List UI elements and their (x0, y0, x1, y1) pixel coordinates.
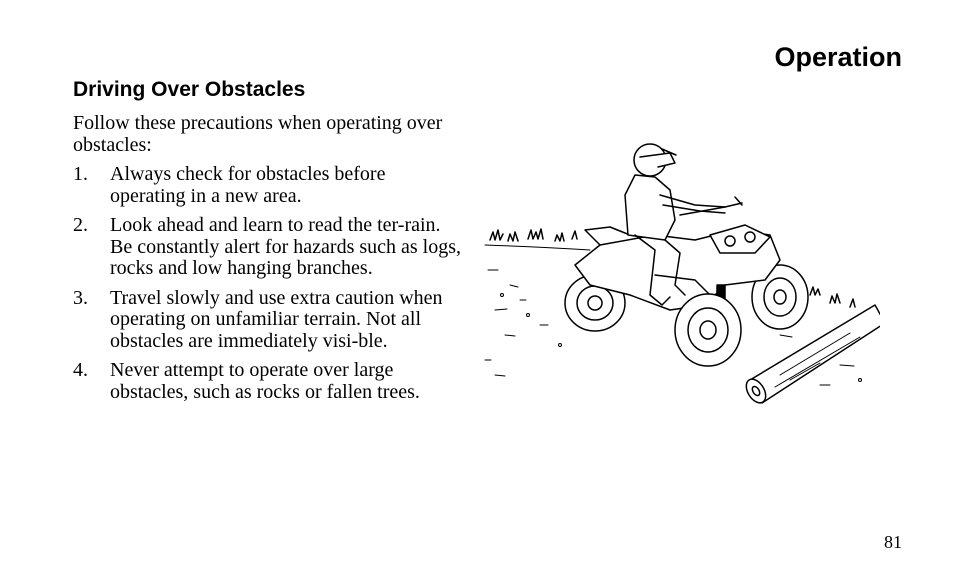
atv-rider-illustration (480, 135, 880, 415)
list-item-number: 3. (73, 286, 88, 309)
list-item-number: 1. (73, 163, 88, 185)
precautions-list (73, 164, 461, 403)
list-item-text: Never attempt to operate over large obstacles, such as rocks or fallen trees. (110, 359, 420, 403)
list-item (73, 360, 461, 403)
list-item-number: 4. (73, 359, 88, 381)
section-title: Driving Over Obstacles (73, 78, 306, 101)
list-item (73, 164, 461, 207)
page-number: 81 (884, 532, 902, 552)
list-item (73, 288, 461, 353)
list-item-text: Look ahead and learn to read the ter-rain. Be constantly alert for hazards such as logs, rocks and low hanging branches. (110, 214, 462, 279)
chapter-heading: Operation (774, 42, 902, 72)
section-body (73, 113, 461, 411)
near-front-wheel (675, 294, 741, 366)
list-item-text: Always check for obstacles before operating in a new area. (110, 163, 386, 207)
intro-paragraph: Follow these precautions when operating over obstacles: (73, 112, 443, 156)
list-item-text: Travel slowly and use extra caution when operating on unfamiliar terrain. Not all obstacles are immediately visi-ble. (110, 286, 443, 352)
list-item-number: 2. (73, 214, 88, 236)
list-item (73, 215, 461, 280)
